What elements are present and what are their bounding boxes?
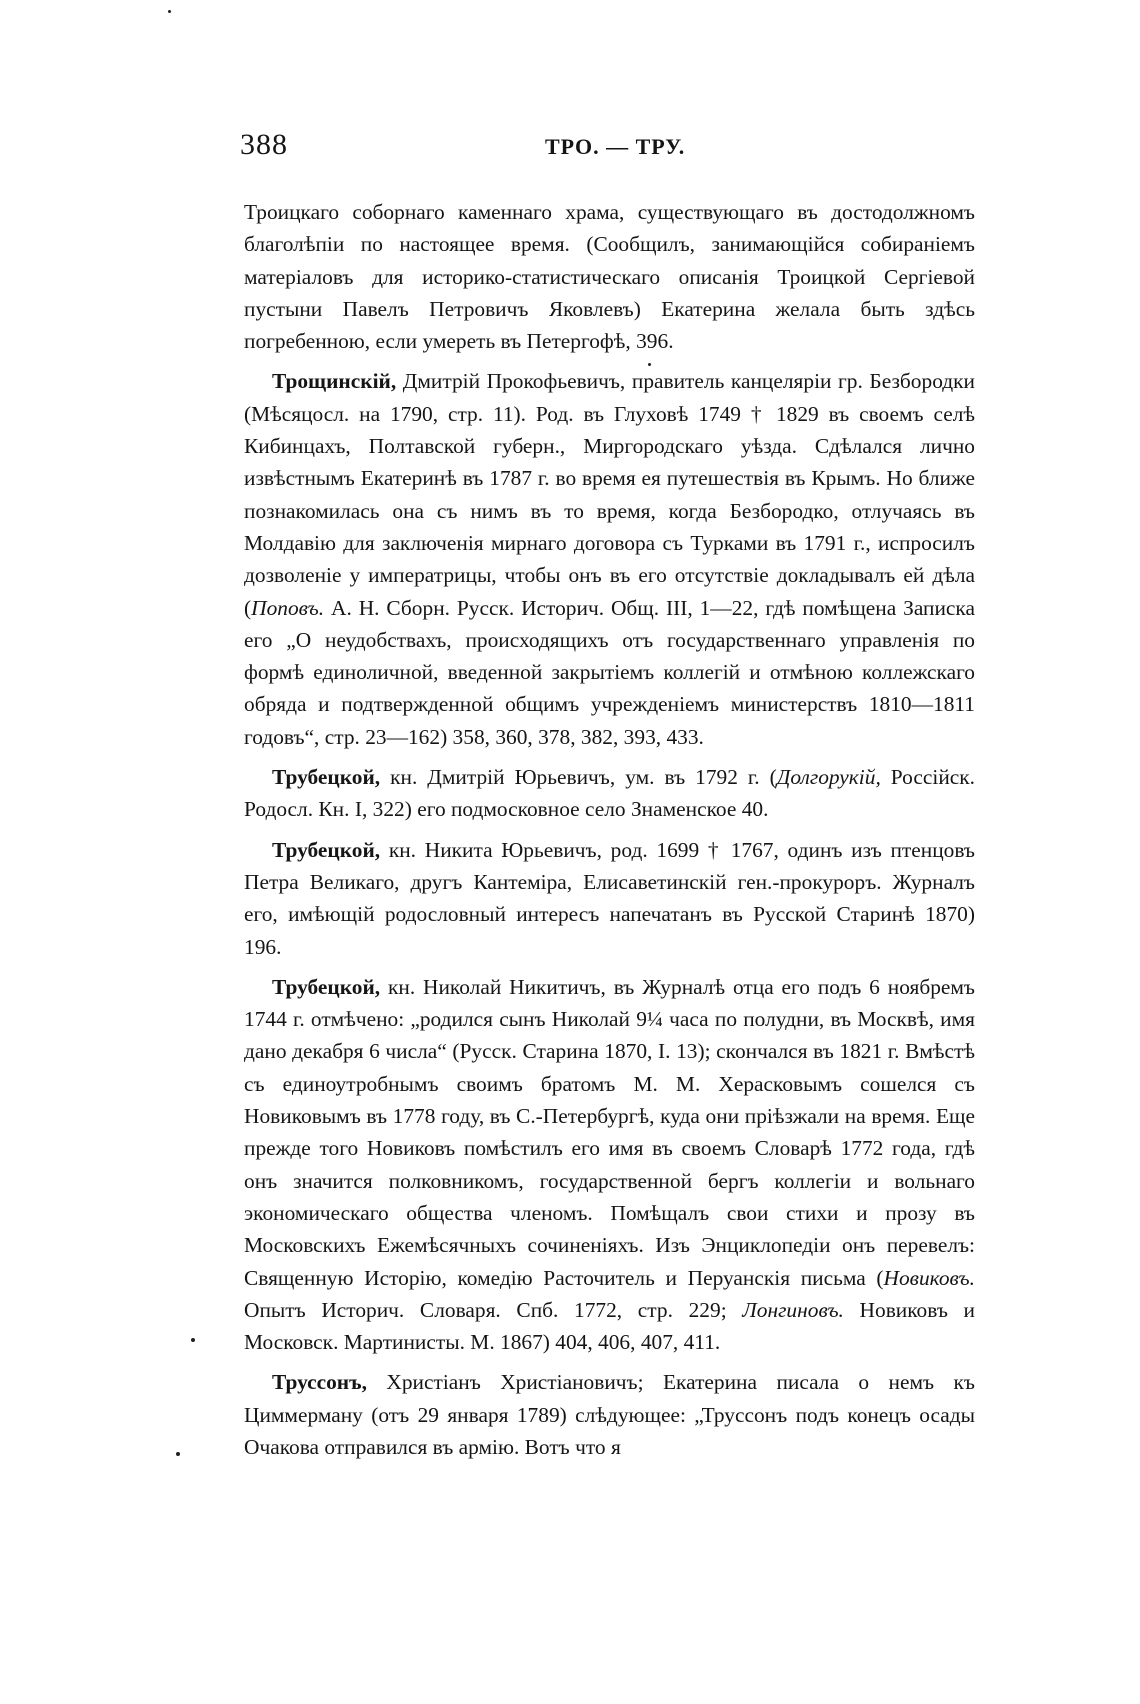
- entry-text: Новиковъ и Московск. Мартинисты. М. 1867) 404, 406, 407, 411.: [244, 1297, 975, 1355]
- entry-headword: Трубецкой,: [272, 974, 381, 999]
- entry-headword: Трубецкой,: [272, 837, 381, 862]
- entry-trubetskoy-nikolai: [244, 971, 975, 1359]
- continuation-paragraph: Троицкаго соборнаго каменнаго храма, существующаго въ достодолжномъ благолѣпіи по настоящее время. (Сообщилъ, занимающійся собираніемъ матеріаловъ для историко-статистическаго описанія Троицкой Сергіевой пустыни Павелъ Петровичъ Яковлевъ) Екатерина желала быть здѣсь погребенною, если умереть въ Петергофѣ, 396.: [244, 200, 975, 354]
- entry-text: кн. Николай Никитичъ, въ Журналѣ отца его подъ 6 ноябремъ 1744 г. отмѣчено: „родился сынъ Николай 9¼ часа по полудни, въ Москвѣ, имя дано декабря 6 числа“ (Русск. Старина 1870, I. 13); скончался въ 1821 г. Вмѣстѣ съ единоутробнымъ своимъ братомъ М. М. Херасковымъ сошелся съ Новиковымъ въ 1778 году, въ С.-Петербургѣ, куда они пріѣзжали на время. Еще прежде того Новиковъ помѣстилъ его имя въ своемъ Словарѣ 1772 года, гдѣ онъ значится полковникомъ, государственной бергъ коллегіи и вольнаго экономическаго общества членомъ. Помѣщалъ свои стихи и прозу въ Московскихъ Ежемѣсячныхъ сочиненіяхъ. Изъ Энциклопедіи онъ перевелъ: Священную Исторію, комедію Расточитель и Перуанскія письма (: [244, 974, 975, 1290]
- entry-citation-author: Поповъ.: [251, 595, 325, 620]
- page-header: [240, 128, 980, 168]
- entry-trusson: [244, 1366, 975, 1463]
- scan-speck: [168, 10, 171, 13]
- scan-speck: [176, 1452, 180, 1456]
- entry-text: Опытъ Историч. Словаря. Спб. 1772, стр. 229;: [244, 1297, 743, 1322]
- entry-headword: Трощинскій,: [272, 369, 397, 394]
- entry-text: Христіанъ Христіановичъ; Екатерина писала о немъ къ Циммерману (отъ 29 января 1789) слѣдующее: „Труссонъ подъ конецъ осады Очакова отправился въ армію. Вотъ что я: [244, 1370, 975, 1459]
- entry-citation-author: Лонгиновъ.: [742, 1297, 844, 1322]
- entry-troshchinsky: [244, 365, 975, 753]
- entry-text: кн. Никита Юрьевичъ, род. 1699 † 1767, одинъ изъ птенцовъ Петра Великаго, другъ Кантеміра, Елисаветинскій ген.-прокуроръ. Журналъ его, имѣющій родословный интересъ напечатанъ въ Русской Старинѣ 1870) 196.: [244, 837, 975, 959]
- entry-text: Россійск. Родосл. Кн. I, 322) его подмосковное село Знаменское 40.: [244, 765, 975, 822]
- entry-text: кн. Дмитрій Юрьевичъ, ум. въ 1792 г. (: [380, 765, 777, 790]
- scan-speck: [648, 363, 651, 366]
- entry-trubetskoy-nikita: [244, 834, 975, 963]
- entry-citation-author: Новиковъ.: [883, 1265, 975, 1290]
- entry-text: А. Н. Сборн. Русск. Историч. Общ. III, 1—22, гдѣ помѣщена Записка его „О неудобствахъ, происходящихъ отъ государственнаго управленія по формѣ единоличной, введенной закрытіемъ коллегій и отмѣною коллежскаго обряда и подтвержденной общимъ учрежденіемъ министерствъ 1810—1811 годовъ“, стр. 23—162) 358, 360, 378, 382, 393, 433.: [244, 595, 975, 749]
- entry-headword: Труссонъ,: [272, 1370, 367, 1395]
- entry-trubetskoy-dmitry: [244, 761, 975, 826]
- scan-speck: [191, 1338, 195, 1342]
- running-head: ТРО. — ТРУ.: [545, 134, 686, 159]
- entry-headword: Трубецкой,: [272, 765, 381, 790]
- entry-text: Дмитрій Прокофьевичъ, правитель канцеляріи гр. Безбородки (Мѣсяцосл. на 1790, стр. 11). Род. въ Глуховѣ 1749 † 1829 въ своемъ селѣ Кибинцахъ, Полтавской губерн., Миргородскаго уѣзда. Сдѣлался лично извѣстнымъ Екатеринѣ въ 1787 г. во время ея путешествія въ Крымъ. Но ближе познакомилась она съ нимъ въ то время, когда Безбородко, отлучаясь въ Молдавію для заключенія мирнаго договора съ Турками въ 1791 г., испросилъ дозволеніе у императрицы, чтобы онъ въ его отсутствіе докладывалъ ей дѣла (: [244, 369, 975, 620]
- dictionary-text: [244, 196, 975, 1463]
- page-number: 388: [240, 128, 288, 161]
- entry-citation-author: Долгорукій,: [776, 765, 881, 790]
